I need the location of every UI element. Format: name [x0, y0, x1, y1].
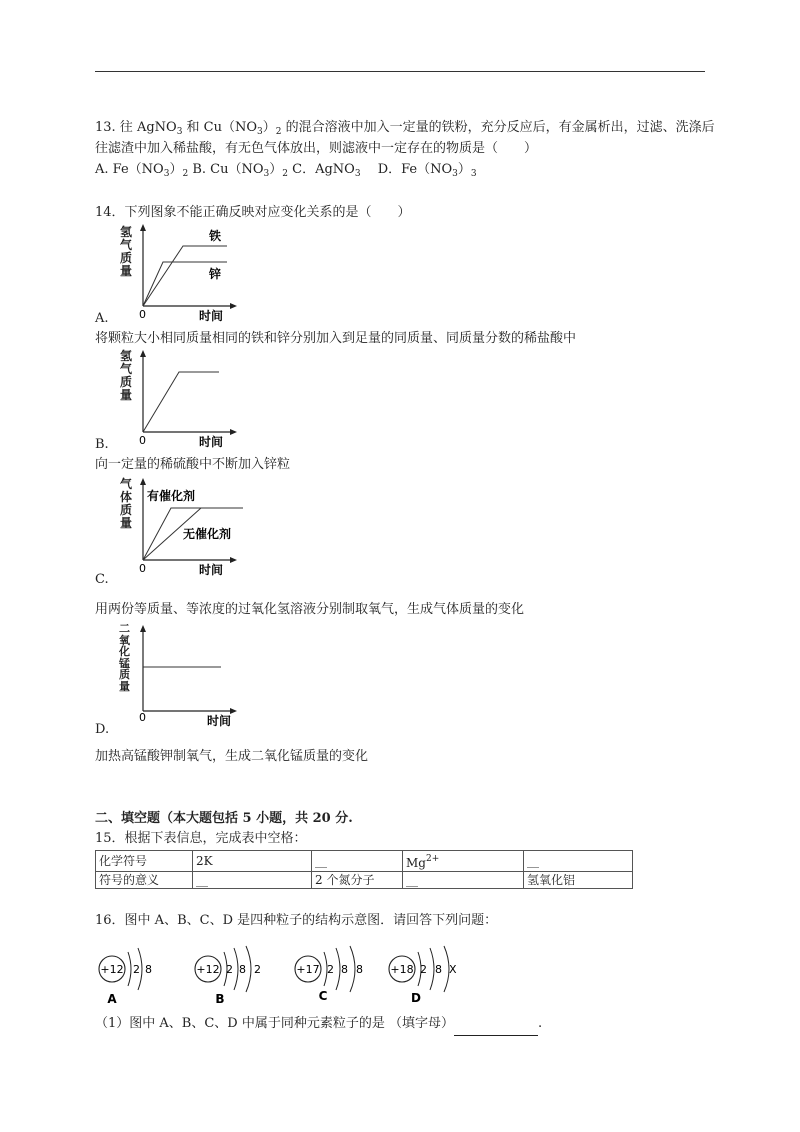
- graph-d-origin: 0: [139, 711, 146, 724]
- q16-stem: 16．图中 A、B、C、D 是四种粒子的结构示意图．请回答下列问题：: [95, 913, 498, 928]
- header-rule: [95, 71, 705, 72]
- table-cell: 氢氧化铝: [524, 872, 633, 889]
- svg-text:2: 2: [327, 963, 334, 976]
- q14-option-d[interactable]: D.: [95, 722, 110, 737]
- atom-b: [195, 946, 261, 1006]
- table-cell-head: 化学符号: [96, 851, 193, 872]
- table-row: [96, 872, 633, 889]
- graph-d: [115, 621, 240, 727]
- graph-c-label-no-catalyst: 无催化剂: [183, 527, 232, 541]
- graph-c-label-catalyst: 有催化剂: [147, 489, 196, 503]
- atom-c: [295, 946, 363, 1003]
- svg-text:+12: +12: [100, 963, 124, 976]
- svg-text:2: 2: [226, 963, 233, 976]
- q14-desc-b: 向一定量的稀硫酸中不断加入锌粒: [95, 457, 291, 472]
- q14-option-b[interactable]: B.: [95, 437, 109, 452]
- svg-text:2: 2: [254, 963, 261, 976]
- section-title: 二、填空题（本大题包括 5 小题，共 20 分.: [95, 811, 353, 826]
- svg-text:8: 8: [356, 963, 363, 976]
- svg-text:8: 8: [239, 963, 246, 976]
- graph-c: [115, 474, 265, 578]
- table-cell-blank[interactable]: __: [193, 872, 312, 889]
- graph-a-xlabel: 时间: [199, 309, 224, 322]
- atom-diagrams: [90, 938, 490, 1008]
- q13-option-a[interactable]: A. $Fe(NO_3)_2$: [95, 162, 189, 179]
- graph-a-label-iron: 铁: [209, 229, 222, 243]
- q16-sub1: （1）图中 A、B、C、D 中属于同种元素粒子的是 （填字母） .: [95, 1015, 542, 1036]
- q15-stem: 15．根据下表信息，完成表中空格：: [95, 831, 307, 846]
- q13-option-b[interactable]: B. $Cu(NO_3)_2$: [192, 162, 288, 179]
- svg-text:A: A: [107, 992, 117, 1006]
- svg-text:+18: +18: [390, 963, 414, 976]
- q14-desc-c: 用两份等质量、等浓度的过氧化氢溶液分别制取氧气，生成气体质量的变化: [95, 602, 525, 617]
- q14-desc-d: 加热高锰酸钾制氧气，生成二氧化锰质量的变化: [95, 749, 369, 764]
- graph-b-line: [143, 372, 219, 432]
- q14-stem: 14．下列图象不能正确反映对应变化关系的是（ ）: [95, 205, 411, 220]
- svg-text:2: 2: [420, 963, 427, 976]
- graph-d-xlabel: 时间: [207, 714, 232, 727]
- graph-a-label-zinc: 锌: [209, 267, 222, 281]
- atom-d: [389, 946, 457, 1005]
- table-cell: 2 个氮分子: [312, 872, 403, 889]
- svg-text:8: 8: [145, 963, 152, 976]
- table-cell: 2K: [193, 851, 312, 872]
- table-cell-head: 符号的意义: [96, 872, 193, 889]
- answer-blank[interactable]: [454, 1017, 538, 1036]
- svg-text:X: X: [449, 963, 457, 976]
- svg-text:+17: +17: [296, 963, 320, 976]
- graph-a-origin: 0: [139, 308, 146, 321]
- table-row: [96, 851, 633, 872]
- q13-line2: 往滤渣中加入稀盐酸，有无色气体放出，则滤液中一定存在的物质是（ ）: [95, 141, 538, 156]
- table-cell: $Mg^{2+}$: [403, 851, 524, 872]
- svg-text:B: B: [215, 992, 225, 1006]
- table-cell-blank[interactable]: __: [403, 872, 524, 889]
- q13-options: [95, 161, 477, 183]
- table-cell-blank[interactable]: __: [524, 851, 633, 872]
- graph-a-ylabel: 氢气质量: [120, 225, 133, 278]
- svg-text:8: 8: [341, 963, 348, 976]
- svg-text:2: 2: [133, 963, 140, 976]
- q15-table: [95, 850, 633, 889]
- atom-a: [99, 948, 152, 1006]
- q13-option-c[interactable]: C．AgNO$_3$: [292, 162, 361, 179]
- svg-text:D: D: [411, 991, 421, 1005]
- svg-text:C: C: [318, 989, 328, 1003]
- graph-d-ylabel: 二氧化锰质量: [119, 622, 130, 693]
- svg-text:+12: +12: [196, 963, 220, 976]
- table-cell-blank[interactable]: __: [312, 851, 403, 872]
- svg-text:8: 8: [435, 963, 442, 976]
- graph-c-origin: 0: [139, 562, 146, 575]
- q13-line1: 13. 往 AgNO$_3$ 和 $Cu(NO_3)_2$ 的混合溶液中加入一定量的铁粉，充分反应后，有金属析出，过滤、洗涤后: [95, 120, 715, 137]
- graph-b-ylabel: 氢气质量: [120, 349, 133, 402]
- q14-option-a[interactable]: A.: [95, 311, 109, 326]
- graph-b-origin: 0: [139, 434, 146, 447]
- graph-c-ylabel: 气体质量: [120, 477, 133, 530]
- graph-b-xlabel: 时间: [199, 435, 224, 448]
- q13-option-d[interactable]: D．$Fe(NO_3)_3$: [364, 162, 477, 179]
- q14-option-c[interactable]: C.: [95, 572, 109, 587]
- graph-c-xlabel: 时间: [199, 563, 224, 577]
- q14-desc-a: 将颗粒大小相同质量相同的铁和锌分别加入到足量的同质量、同质量分数的稀盐酸中: [95, 331, 577, 346]
